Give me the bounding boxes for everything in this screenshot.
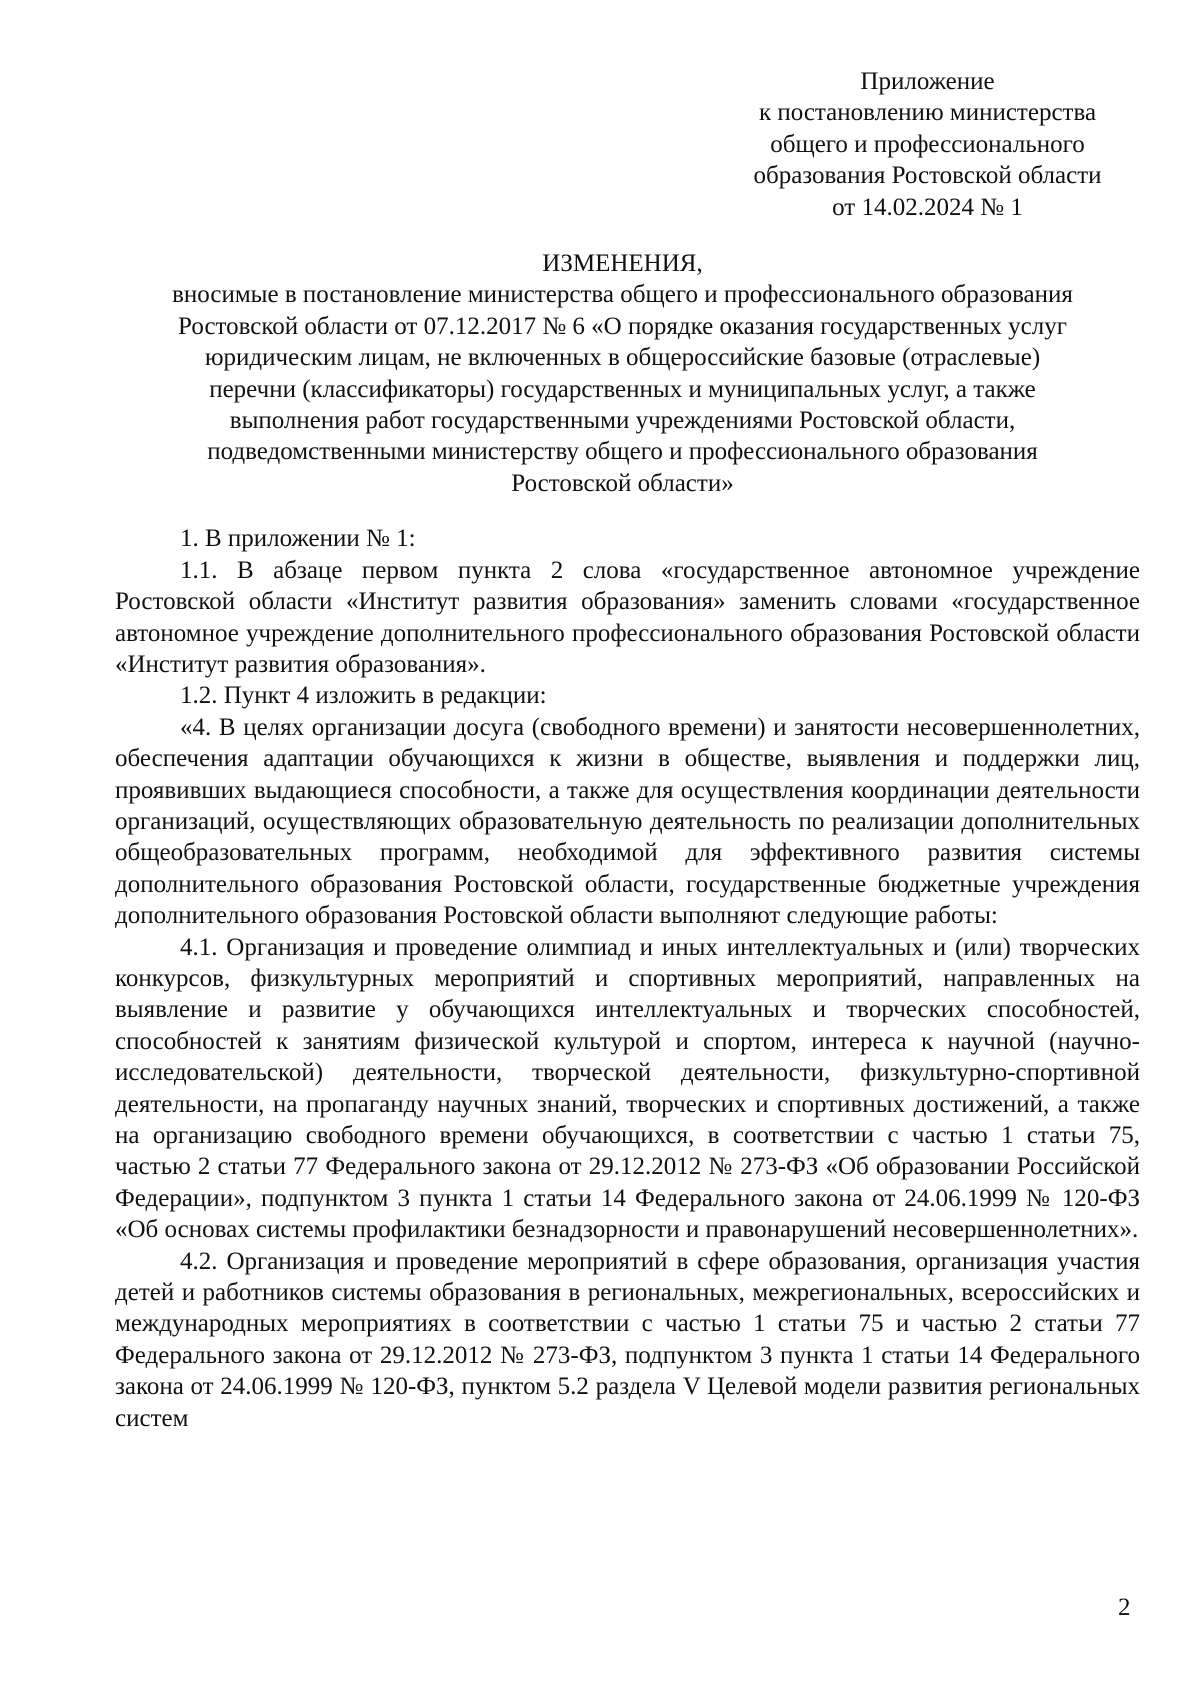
appendix-line: от 14.02.2024 № 1 bbox=[832, 193, 1023, 221]
heading-subtitle-line: подведомственными министерству общего и профессионального образования bbox=[207, 438, 1038, 466]
heading-title: ИЗМЕНЕНИЯ, bbox=[542, 250, 703, 278]
heading-subtitle-line: вносимые в постановление министерства общего и профессионального образования bbox=[172, 281, 1073, 309]
heading-subtitle-line: выполнения работ государственными учреждениями Ростовской области, bbox=[229, 407, 1016, 435]
paragraph-4: «4. В целях организации досуга (свободного времени) и занятости несовершеннолетних, обеспечения адаптации обучающихся к жизни в обществе, выявления и поддержки лиц, проявивших выдающиеся способности, а также для осуществления координации деятельности организаций, осуществляющих образовательную деятельность по реализации дополнительных общеобразовательных программ, необходимой для эффективного развития системы дополнительного образования Ростовской области, государственные бюджетные учреждения дополнительного образования Ростовской области выполняют следующие работы: bbox=[115, 713, 1140, 930]
appendix-line: образования Ростовской области bbox=[753, 162, 1102, 190]
heading-subtitle-line: перечни (классификаторы) государственных и муниципальных услуг, а также bbox=[209, 375, 1036, 403]
paragraph-4-1: 4.1. Организация и проведение олимпиад и иных интеллектуальных и (или) творческих конкурсов, физкультурных мероприятий и спортивных мероприятий, направленных на выявление и развитие у обучающихся интеллектуальных и творческих способностей, способностей к занятиям физической культурой и спортом, интереса к научной (научно-исследовательской) деятельности, творческой деятельности, физкультурно-спортивной деятельности, на пропаганду научных знаний, творческих и спортивных достижений, а также на организацию свободного времени обучающихся, в соответствии с частью 1 статьи 75, частью 2 статьи 77 Федерального закона от 29.12.2012 № 273-ФЗ «Об образовании Российской Федерации», подпунктом 3 пункта 1 статьи 14 Федерального закона от 24.06.1999 № 120-ФЗ «Об основах системы профилактики безнадзорности и правонарушений несовершеннолетних». bbox=[115, 933, 1140, 1244]
paragraph-1-1: 1.1. В абзаце первом пункта 2 слова «государственное автономное учреждение Ростовской области «Институт развития образования» заменить словами «государственное автономное учреждение дополнительного профессионального образования Ростовской области «Институт развития образования». bbox=[115, 556, 1140, 678]
document-heading bbox=[105, 248, 1140, 499]
heading-subtitle-line: Ростовской области» bbox=[511, 469, 734, 497]
paragraph-4-2: 4.2. Организация и проведение мероприятий в сфере образования, организация участия детей и работников системы образования в региональных, межрегиональных, всероссийских и международных мероприятиях в соответствии с частью 1 статьи 75 и частью 2 статьи 77 Федерального закона от 29.12.2012 № 273-ФЗ, подпунктом 3 пункта 1 статьи 14 Федерального закона от 24.06.1999 № 120-ФЗ, пунктом 5.2 раздела V Целевой модели развития региональных систем bbox=[115, 1247, 1140, 1432]
paragraph-1: 1. В приложении № 1: bbox=[180, 525, 416, 553]
heading-subtitle-line: Ростовской области от 07.12.2017 № 6 «О порядке оказания государственных услуг bbox=[178, 312, 1067, 340]
appendix-line: Приложение bbox=[860, 68, 995, 95]
appendix-block bbox=[680, 66, 1175, 223]
appendix-line: общего и профессионального bbox=[770, 130, 1085, 158]
paragraph-1-2: 1.2. Пункт 4 изложить в редакции: bbox=[180, 682, 547, 710]
page-number: 2 bbox=[1118, 1594, 1131, 1621]
appendix-line: к постановлению министерства bbox=[758, 99, 1097, 127]
heading-subtitle-line: юридическим лицам, не включенных в общероссийские базовые (отраслевые) bbox=[204, 344, 1041, 372]
document-body bbox=[115, 523, 1140, 1434]
